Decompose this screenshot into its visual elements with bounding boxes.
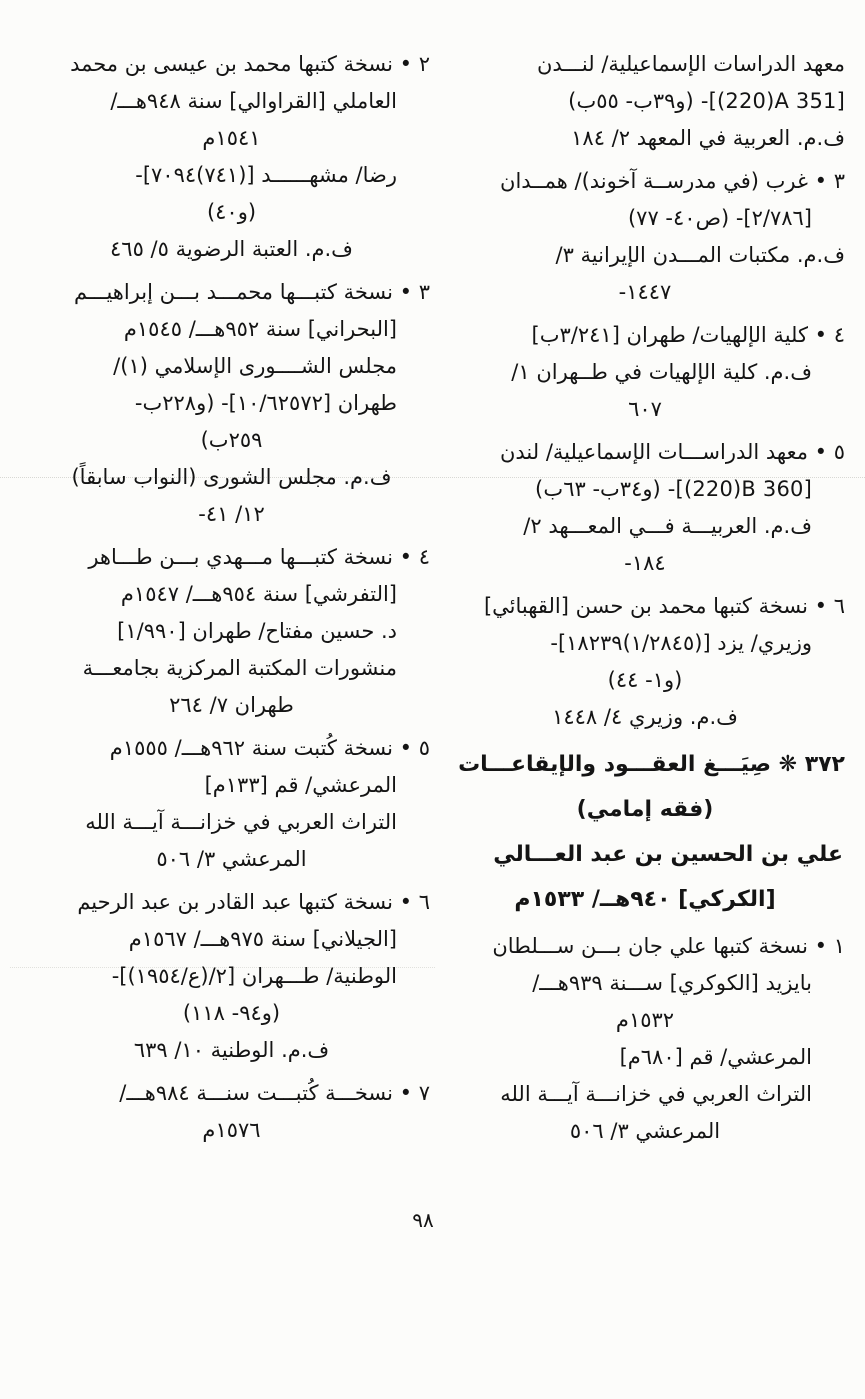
text-line: ٣ • نسخة كتبـــها محمـــد بـــن إبراهيـــم (74, 280, 430, 304)
text-line: المرعشي/ قم [٦٨٠م] (619, 1045, 812, 1069)
text-line: طهران ٧/ ٢٦٤ (169, 693, 294, 717)
text-line: د. حسين مفتاح/ طهران [١/٩٩٠] (117, 619, 397, 643)
text-line: معهد الدراسات الإسماعيلية/ لنـــدن (537, 52, 845, 76)
text-line: رضا/ مشهــــــد [(٧٤١)٧٠٩٤]- (135, 163, 397, 187)
text-line: التراث العربي في خزانـــة آيـــة الله (500, 1082, 812, 1106)
text-line: ٧ • نسخـــة كُتبـــت سنـــة ٩٨٤هـــ/ (119, 1081, 430, 1105)
text-line: منشورات المكتبة المركزية بجامعـــة (82, 656, 397, 680)
text-line: ٦ • نسخة كتبها محمد بن حسن [القهبائي] (483, 594, 845, 618)
text-line: ١٢/ ٤١- (198, 502, 265, 526)
text-line: ف.م. العربية في المعهد ٢/ ١٨٤ (571, 126, 845, 150)
text-line: [الكركي] ٩٤٠هــ/ ١٥٣٣م (514, 887, 776, 912)
text-line: [الجيلاني] سنة ٩٧٥هـــ/ ١٥٦٧م (128, 927, 397, 951)
page-number: ٩٨ (412, 1208, 434, 1232)
text-line: ف.م. كلية الإلهيات في طــهران ١/ (511, 360, 812, 384)
column-left (33, 46, 430, 1149)
text-line: ٢ • نسخة كتبها محمد بن عيسى بن محمد (70, 52, 430, 76)
text-line: ١٥٣٢م (615, 1008, 675, 1032)
text-line: ف.م. الوطنية ١٠/ ٦٣٩ (133, 1038, 330, 1062)
text-line: ١٥٧٦م (202, 1118, 261, 1142)
text-line: ١٤٤٧- (618, 280, 672, 304)
text-line: ٤ • كلية الإلهيات/ طهران [٣/٢٤١ب] (531, 323, 845, 347)
text-line: علي بن الحسين بن عبد العـــالي (493, 842, 843, 867)
text-line: ف.م. العتبة الرضوية ٥/ ٤٦٥ (110, 237, 353, 261)
text-line: [التفرشي] سنة ٩٥٤هـــ/ ١٥٤٧م (120, 582, 397, 606)
text-line: [⁦(220)A 351⁩]- (و٣٩ب- ٥٥ب) (568, 89, 845, 113)
text-line: [البحراني] سنة ٩٥٢هـــ/ ١٥٤٥م (123, 317, 397, 341)
text-line: ف.م. وزيري ٤/ ١٤٤٨ (552, 705, 738, 729)
text-line: العاملي [القراوالي] سنة ٩٤٨هـــ/ (110, 89, 397, 113)
text-line: المرعشي/ قم [١٣٣م] (204, 773, 397, 797)
text-line: المرعشي ٣/ ٥٠٦ (569, 1119, 721, 1143)
text-line: (و٩٤- ١١٨) (182, 1001, 281, 1025)
text-line: (و١- ٤٤) (607, 668, 683, 692)
text-line: ١٨٤- (624, 551, 666, 575)
text-line: ٢٥٩ب) (200, 428, 263, 452)
text-line: الوطنية/ طـــهران [٢/(ع/١٩٥٤)]- (111, 964, 397, 988)
text-line: ٥ • معهد الدراســـات الإسماعيلية/ لندن (499, 440, 845, 464)
text-line: ف.م. مجلس الشورى (النواب سابقاً) (71, 465, 392, 489)
text-line: المرعشي ٣/ ٥٠٦ (156, 847, 307, 871)
text-line: ٦ • نسخة كتبها عبد القادر بن عبد الرحيم (77, 890, 430, 914)
text-line: [٢/٧٨٦]- (ص٤٠- ٧٧) (627, 206, 812, 230)
text-line: مجلس الشــــورى الإسلامي (١)/ (113, 354, 397, 378)
text-line: ٤ • نسخة كتبـــها مـــهدي بـــن طـــاهر (88, 545, 430, 569)
text-line: ٣ • غرب (في مدرســة آخوند)/ همــدان (500, 169, 845, 193)
column-right (445, 46, 845, 1150)
text-line: التراث العربي في خزانـــة آيـــة الله (85, 810, 397, 834)
text-line: ٦٠٧ (628, 397, 662, 421)
text-line: بايزيد [الكوكري] ســـنة ٩٣٩هـــ/ (532, 971, 812, 995)
text-line: ف.م. العربيـــة فـــي المعـــهد ٢/ (523, 514, 812, 538)
text-line: ١٥٤١م (202, 126, 261, 150)
text-line: ف.م. مكتبات المـــدن الإيرانية ٣/ (555, 243, 845, 267)
text-line: (و٤٠) (206, 200, 257, 224)
text-line: ٥ • نسخة كُتبت سنة ٩٦٢هـــ/ ١٥٥٥م (109, 736, 430, 760)
text-line: ١ • نسخة كتبها علي جان بـــن ســـلطان (492, 934, 845, 958)
text-line: (فقه إمامي) (576, 797, 714, 822)
text-line: طهران [١٠/٦٢٥٧٢]- (و٢٢٨ب- (134, 391, 397, 415)
text-line: [⁦(220)B 360⁩]- (و٣٤ب- ٦٣ب) (535, 477, 812, 501)
text-line: ٣٧٢ ❋ صِيَـــغ العقـــود والإيقاعـــات (458, 752, 845, 777)
text-line: وزيري/ يزد [(١/٢٨٤٥)١٨٢٣٩]- (550, 631, 812, 655)
